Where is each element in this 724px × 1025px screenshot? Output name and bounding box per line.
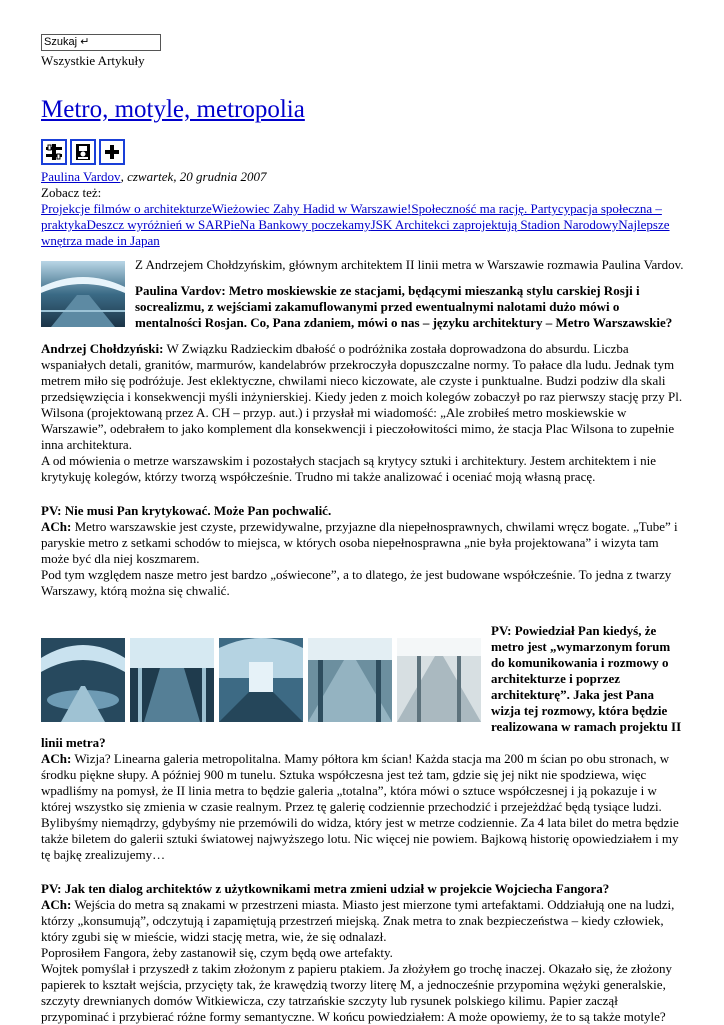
answer-3-text: Wizja? Linearna galeria metropolitalna. Mamy półtora km ścian! Każda stacja ma 200 m ścian po obu stronach, w środku piękne słupy. A później 900 m tunelu. Sztuka współczesna jest też tam, gdzie się jej nikt nie spodziewa, więc wpadliśmy na pomysł, że II linia metra to będzie galeria „totalna”, która mówi o sztuce współczesnej i ją pokazuje i w której wszystko się zmienia w czasie realnym. Przez tę galerię codziennie przechodzić i przejeżdżać będą tysiące ludzi. Bylibyśmy niemądrzy, gdybyśmy nie przemówili do widza, który jest w metrze codziennie. Za 4 lata bilet do metra będzie także biletem do galerii sztuki światowej najwyższego lotu. Nic więcej nie powiem. Bajkową historię opowiedziałem i my tę bajkę zrealizujemy… — [41, 751, 679, 862]
see-also-link[interactable]: Wieżowiec Zahy Hadid w Warszawie! — [211, 201, 412, 216]
add-icon[interactable] — [99, 139, 125, 165]
question-2: PV: Nie musi Pan krytykować. Może Pan pochwalić. — [41, 503, 332, 518]
speaker-label: ACh: — [41, 751, 72, 766]
answer-4 — [41, 897, 686, 945]
speaker-label: Andrzej Chołdzyński: — [41, 341, 164, 356]
speaker-label: ACh: — [41, 897, 72, 912]
photo-gallery — [41, 638, 481, 722]
gallery-photo — [219, 638, 303, 722]
answer-2-text: Metro warszawskie jest czyste, przewidywalne, przyjazne dla niepełnosprawnych, chwilami wręcz bogate. „Tube” i paryskie metro z setkami schodów to miejsca, w których osoba niepełnosprawna „nie była projektowana” i wizyta tam może być dla niej koszmarem. — [41, 519, 678, 566]
answer-1-continued: A od mówienia o metrze warszawskim i pozostałych stacjach są krytycy sztuki i architektury. Jestem architektem i nie krytykuję kolegów, którzy tworzą współcześnie. Trudno mi także analizować i oceniać moją własną pracę. — [41, 453, 657, 484]
article-meta — [41, 169, 686, 249]
share-icon[interactable] — [41, 139, 67, 165]
answer-2 — [41, 519, 686, 567]
answer-4-text: Wejścia do metra są znakami w przestrzeni miasta. Miasto jest mierzone tymi artefaktami. Oddziałują one na ludzi, którzy „konsumują”, odczytują i zapamiętują przestrzeń miejską. Znak metra to znak bezpieczeństwa – kiedy człowiek, który zgubi się w mieście, widzi stację metra, wie, że się odnalazł. — [41, 897, 675, 944]
answer-3 — [41, 751, 686, 863]
search-input[interactable]: Szukaj ↵ — [41, 34, 161, 51]
answer-1 — [41, 341, 686, 453]
see-also-link[interactable]: ieNa Bankowy poczekamy — [230, 217, 371, 232]
see-also-link[interactable]: Społeczność ma rację. Partycypacja społeczna – praktyka — [41, 201, 662, 232]
see-also-link[interactable]: Projekcje filmów o architekturze — [41, 201, 212, 216]
article-intro: Z Andrzejem Chołdzyńskim, głównym architektem II linii metra w Warszawie rozmawia Paulina Vardov. — [135, 257, 684, 272]
article-title[interactable]: Metro, motyle, metropolia — [41, 96, 305, 123]
see-also-label: Zobacz też: — [41, 185, 102, 200]
search-area — [41, 34, 686, 52]
see-also-link[interactable]: Najlepsze wnętrza made in Japan — [41, 217, 670, 248]
answer-1-text: W Związku Radzieckim dbałość o podróżnika została doprowadzona do absurdu. Liczba wspaniałych detali, granitów, marmurów, kandelabrów przekroczyła dopuszczalne normy. To pałace dla ludu. Jednak tym metrem miło się podróżuje. Jest eklektyczne, chwilami nieco kiczowate, ale czyste i punktualne. Budzi podziw dla skali przedsięwzięcia i konsekwencji myśli inżynierskiej. Kiedy jeden z moich kolegów zobaczył po raz pierwszy stację przy Pl. Wilsona (projektowaną przez A. CH – przyp. aut.) i przysłał mi wiadomość: „Ale zrobiłeś metro moskiewskie w Warszawie”, odebrałem to jako komplement dla konsekwencji i pieczołowitości mimo, że stacja Plac Wilsona to zupełnie inna architektura. — [41, 341, 683, 452]
article-body — [41, 257, 686, 1025]
gallery-photo — [130, 638, 214, 722]
gallery-photo — [41, 638, 125, 722]
question-4: PV: Jak ten dialog architektów z użytkownikami metra zmieni udział w projekcie Wojciecha Fangora? — [41, 881, 610, 896]
answer-4-continued: Poprosiłem Fangora, żeby zastanowił się, czym będą owe artefakty. — [41, 945, 393, 960]
see-also-list — [41, 201, 670, 248]
question-3: PV: Powiedział Pan kiedyś, że metro jest „wymarzonym forum do komunikowania i rozmowy o architekturze i poprzez architekturę”. Jaka jest Pana wizja tej rozmowy, która będzie realizowana w ramach projektu II linii metra? — [41, 623, 682, 750]
gallery-photo — [308, 638, 392, 722]
print-icon[interactable] — [70, 139, 96, 165]
page — [41, 34, 686, 1025]
see-also-link[interactable]: JSK Architekci zaprojektują Stadion Narodowy — [370, 217, 619, 232]
article-date: , czwartek, 20 grudnia 2007 — [120, 169, 267, 184]
qa-block-2 — [41, 503, 686, 599]
answer-2-continued: Pod tym względem nasze metro jest bardzo „oświecone”, a to dlatego, że jest budowane współcześnie. To jedna z twarzy Warszawy, którą można się chwalić. — [41, 567, 672, 598]
question-1: Paulina Vardov: Metro moskiewskie ze stacjami, będącymi mieszanką stylu carskiej Rosji i socrealizmu, z wejściami zakamuflowanymi przed ewentualnymi nalotami dużo mówi o mentalności Rosjan. Co, Pana zdaniem, mówi o nas – języku architektury – Metro Warszawskie? — [135, 283, 673, 330]
metro-station-photo — [41, 261, 125, 327]
article-toolbar — [41, 139, 686, 165]
qa-block-4 — [41, 881, 686, 1025]
gallery-photo — [397, 638, 481, 722]
author-link[interactable]: Paulina Vardov — [41, 169, 121, 184]
speaker-label: ACh: — [41, 519, 72, 534]
answer-4-continued: Wojtek pomyślał i przyszedł z takim złożonym z papieru ptakiem. Ja złożyłem go trochę inaczej. Okazało się, że złożony papierek to kształt wejścia, przycięty tak, że krawędzią tworzy literę M, a jednocześnie przypomina wężyki generalskie, szczyty drewnianych domów Witkiewicza, czy tatrzańskie szczyty lub rysunek polskiego kilimu. Papier zaczął przypominać i przybierać różne formy semantyczne. W końcu powiedziałem: A może opowiemy, że to są także motyle? — [41, 961, 673, 1024]
see-also-link[interactable]: Deszcz wyróżnień w SARP — [86, 217, 231, 232]
all-articles-link[interactable]: Wszystkie Artykuły — [41, 53, 145, 68]
